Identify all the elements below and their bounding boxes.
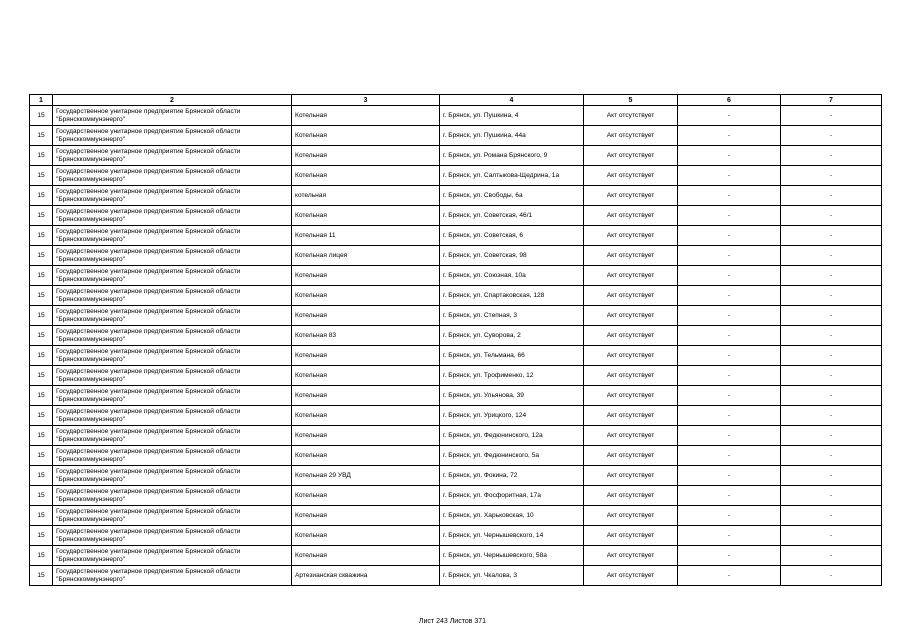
- column-7-value: -: [781, 166, 882, 186]
- act-status: Акт отсутствует: [584, 126, 678, 146]
- organization-name: Государственное унитарное предприятие Брянской области "Брянсккоммунэнерго": [53, 566, 292, 586]
- act-status: Акт отсутствует: [584, 286, 678, 306]
- column-7-value: -: [781, 346, 882, 366]
- row-number: 15: [30, 406, 53, 426]
- row-number: 15: [30, 166, 53, 186]
- column-6-value: -: [678, 446, 781, 466]
- act-status: Акт отсутствует: [584, 186, 678, 206]
- act-status: Акт отсутствует: [584, 386, 678, 406]
- column-6-value: -: [678, 526, 781, 546]
- header-row: [30, 95, 882, 106]
- object-name: Котельная: [292, 126, 440, 146]
- organization-name: Государственное унитарное предприятие Брянской области "Брянсккоммунэнерго": [53, 186, 292, 206]
- object-name: Котельная: [292, 506, 440, 526]
- registry-table: [29, 94, 882, 586]
- act-status: Акт отсутствует: [584, 326, 678, 346]
- column-6-value: -: [678, 246, 781, 266]
- act-status: Акт отсутствует: [584, 566, 678, 586]
- column-6-value: -: [678, 126, 781, 146]
- act-status: Акт отсутствует: [584, 146, 678, 166]
- row-number: 15: [30, 206, 53, 226]
- column-7-value: -: [781, 506, 882, 526]
- column-header-7: 7: [781, 95, 882, 106]
- column-7-value: -: [781, 386, 882, 406]
- column-6-value: -: [678, 326, 781, 346]
- column-6-value: -: [678, 166, 781, 186]
- column-header-6: 6: [678, 95, 781, 106]
- column-6-value: -: [678, 346, 781, 366]
- column-7-value: -: [781, 286, 882, 306]
- table-row: [30, 226, 882, 246]
- object-name: Котельная: [292, 486, 440, 506]
- object-name: котельная: [292, 186, 440, 206]
- object-address: г. Брянск, ул. Федюнинского, 5а: [440, 446, 584, 466]
- act-status: Акт отсутствует: [584, 446, 678, 466]
- table-row: [30, 546, 882, 566]
- column-6-value: -: [678, 106, 781, 126]
- object-name: Котельная: [292, 386, 440, 406]
- object-address: г. Брянск, ул. Харьковская, 10: [440, 506, 584, 526]
- column-7-value: -: [781, 126, 882, 146]
- row-number: 15: [30, 466, 53, 486]
- column-6-value: -: [678, 266, 781, 286]
- table-row: [30, 566, 882, 586]
- column-header-4: 4: [440, 95, 584, 106]
- act-status: Акт отсутствует: [584, 266, 678, 286]
- row-number: 15: [30, 486, 53, 506]
- object-address: г. Брянск, ул. Салтыкова-Щедрина, 1а: [440, 166, 584, 186]
- column-7-value: -: [781, 406, 882, 426]
- row-number: 15: [30, 286, 53, 306]
- column-7-value: -: [781, 486, 882, 506]
- organization-name: Государственное унитарное предприятие Брянской области "Брянсккоммунэнерго": [53, 406, 292, 426]
- act-status: Акт отсутствует: [584, 226, 678, 246]
- object-address: г. Брянск, ул. Степная, 3: [440, 306, 584, 326]
- column-6-value: -: [678, 426, 781, 446]
- row-number: 15: [30, 366, 53, 386]
- organization-name: Государственное унитарное предприятие Брянской области "Брянсккоммунэнерго": [53, 226, 292, 246]
- object-address: г. Брянск, ул. Ульянова, 39: [440, 386, 584, 406]
- column-7-value: -: [781, 246, 882, 266]
- organization-name: Государственное унитарное предприятие Брянской области "Брянсккоммунэнерго": [53, 526, 292, 546]
- organization-name: Государственное унитарное предприятие Брянской области "Брянсккоммунэнерго": [53, 426, 292, 446]
- organization-name: Государственное унитарное предприятие Брянской области "Брянсккоммунэнерго": [53, 466, 292, 486]
- act-status: Акт отсутствует: [584, 346, 678, 366]
- act-status: Акт отсутствует: [584, 406, 678, 426]
- row-number: 15: [30, 546, 53, 566]
- organization-name: Государственное унитарное предприятие Брянской области "Брянсккоммунэнерго": [53, 546, 292, 566]
- object-name: Котельная: [292, 546, 440, 566]
- organization-name: Государственное унитарное предприятие Брянской области "Брянсккоммунэнерго": [53, 266, 292, 286]
- object-name: Артезианская скважина: [292, 566, 440, 586]
- row-number: 15: [30, 126, 53, 146]
- organization-name: Государственное унитарное предприятие Брянской области "Брянсккоммунэнерго": [53, 246, 292, 266]
- column-7-value: -: [781, 366, 882, 386]
- page-counter: Лист 243 Листов 371: [418, 618, 487, 625]
- row-number: 15: [30, 526, 53, 546]
- object-address: г. Брянск, ул. Трофименко, 12: [440, 366, 584, 386]
- column-6-value: -: [678, 486, 781, 506]
- column-6-value: -: [678, 406, 781, 426]
- column-7-value: -: [781, 206, 882, 226]
- organization-name: Государственное унитарное предприятие Брянской области "Брянсккоммунэнерго": [53, 506, 292, 526]
- object-address: г. Брянск, ул. Советская, 6: [440, 226, 584, 246]
- object-name: Котельная: [292, 346, 440, 366]
- table-row: [30, 466, 882, 486]
- row-number: 15: [30, 226, 53, 246]
- column-6-value: -: [678, 306, 781, 326]
- row-number: 15: [30, 106, 53, 126]
- row-number: 15: [30, 306, 53, 326]
- column-6-value: -: [678, 186, 781, 206]
- object-name: Котельная 11: [292, 226, 440, 246]
- row-number: 15: [30, 266, 53, 286]
- object-name: Котельная: [292, 426, 440, 446]
- table-row: [30, 346, 882, 366]
- column-7-value: -: [781, 306, 882, 326]
- act-status: Акт отсутствует: [584, 166, 678, 186]
- table-row: [30, 206, 882, 226]
- object-address: г. Брянск, ул. Федюнинского, 12а: [440, 426, 584, 446]
- table-row: [30, 186, 882, 206]
- object-address: г. Брянск, ул. Суворова, 2: [440, 326, 584, 346]
- act-status: Акт отсутствует: [584, 426, 678, 446]
- row-number: 15: [30, 186, 53, 206]
- row-number: 15: [30, 326, 53, 346]
- table-row: [30, 166, 882, 186]
- organization-name: Государственное унитарное предприятие Брянской области "Брянсккоммунэнерго": [53, 306, 292, 326]
- object-address: г. Брянск, ул. Чернышевского, 58а: [440, 546, 584, 566]
- organization-name: Государственное унитарное предприятие Брянской области "Брянсккоммунэнерго": [53, 126, 292, 146]
- column-7-value: -: [781, 466, 882, 486]
- table-row: [30, 486, 882, 506]
- act-status: Акт отсутствует: [584, 486, 678, 506]
- column-7-value: -: [781, 326, 882, 346]
- column-7-value: -: [781, 186, 882, 206]
- column-6-value: -: [678, 506, 781, 526]
- column-7-value: -: [781, 526, 882, 546]
- object-name: Котельная: [292, 166, 440, 186]
- table-row: [30, 526, 882, 546]
- row-number: 15: [30, 426, 53, 446]
- object-address: г. Брянск, ул. Пушкина, 4: [440, 106, 584, 126]
- object-name: Котельная лицея: [292, 246, 440, 266]
- column-header-3: 3: [292, 95, 440, 106]
- column-6-value: -: [678, 386, 781, 406]
- object-address: г. Брянск, ул. Союзная, 10а: [440, 266, 584, 286]
- object-name: Котельная: [292, 106, 440, 126]
- object-name: Котельная: [292, 266, 440, 286]
- organization-name: Государственное унитарное предприятие Брянской области "Брянсккоммунэнерго": [53, 486, 292, 506]
- object-address: г. Брянск, ул. Фосфоритная, 17а: [440, 486, 584, 506]
- column-6-value: -: [678, 286, 781, 306]
- organization-name: Государственное унитарное предприятие Брянской области "Брянсккоммунэнерго": [53, 106, 292, 126]
- object-name: Котельная 29 УВД: [292, 466, 440, 486]
- organization-name: Государственное унитарное предприятие Брянской области "Брянсккоммунэнерго": [53, 346, 292, 366]
- column-6-value: -: [678, 566, 781, 586]
- object-address: г. Брянск, ул. Советская, 98: [440, 246, 584, 266]
- column-header-2: 2: [53, 95, 292, 106]
- object-address: г. Брянск, ул. Советская, 46/1: [440, 206, 584, 226]
- row-number: 15: [30, 566, 53, 586]
- row-number: 15: [30, 386, 53, 406]
- table-header: [30, 95, 882, 106]
- object-name: Котельная: [292, 286, 440, 306]
- table-row: [30, 446, 882, 466]
- organization-name: Государственное унитарное предприятие Брянской области "Брянсккоммунэнерго": [53, 386, 292, 406]
- column-7-value: -: [781, 266, 882, 286]
- column-header-1: 1: [30, 95, 53, 106]
- column-6-value: -: [678, 546, 781, 566]
- act-status: Акт отсутствует: [584, 106, 678, 126]
- table-row: [30, 386, 882, 406]
- table-row: [30, 506, 882, 526]
- act-status: Акт отсутствует: [584, 526, 678, 546]
- column-7-value: -: [781, 546, 882, 566]
- object-address: г. Брянск, ул. Романа Брянского, 9: [440, 146, 584, 166]
- table-row: [30, 286, 882, 306]
- act-status: Акт отсутствует: [584, 546, 678, 566]
- object-address: г. Брянск, ул. Урицкого, 124: [440, 406, 584, 426]
- column-7-value: -: [781, 106, 882, 126]
- organization-name: Государственное унитарное предприятие Брянской области "Брянсккоммунэнерго": [53, 146, 292, 166]
- object-name: Котельная 83: [292, 326, 440, 346]
- column-6-value: -: [678, 206, 781, 226]
- column-6-value: -: [678, 226, 781, 246]
- column-7-value: -: [781, 446, 882, 466]
- organization-name: Государственное унитарное предприятие Брянской области "Брянсккоммунэнерго": [53, 166, 292, 186]
- column-7-value: -: [781, 426, 882, 446]
- table-row: [30, 306, 882, 326]
- act-status: Акт отсутствует: [584, 366, 678, 386]
- organization-name: Государственное унитарное предприятие Брянской области "Брянсккоммунэнерго": [53, 286, 292, 306]
- object-name: Котельная: [292, 306, 440, 326]
- object-name: Котельная: [292, 146, 440, 166]
- table-row: [30, 406, 882, 426]
- act-status: Акт отсутствует: [584, 246, 678, 266]
- object-name: Котельная: [292, 206, 440, 226]
- object-address: г. Брянск, ул. Спартаковская, 128: [440, 286, 584, 306]
- table-body: [30, 106, 882, 586]
- table-row: [30, 246, 882, 266]
- organization-name: Государственное унитарное предприятие Брянской области "Брянсккоммунэнерго": [53, 206, 292, 226]
- object-name: Котельная: [292, 446, 440, 466]
- act-status: Акт отсутствует: [584, 306, 678, 326]
- act-status: Акт отсутствует: [584, 506, 678, 526]
- table-row: [30, 266, 882, 286]
- act-status: Акт отсутствует: [584, 466, 678, 486]
- object-name: Котельная: [292, 366, 440, 386]
- object-name: Котельная: [292, 526, 440, 546]
- row-number: 15: [30, 246, 53, 266]
- table-row: [30, 366, 882, 386]
- table-row: [30, 106, 882, 126]
- column-6-value: -: [678, 366, 781, 386]
- object-address: г. Брянск, ул. Пушкина, 44а: [440, 126, 584, 146]
- table-row: [30, 126, 882, 146]
- column-7-value: -: [781, 226, 882, 246]
- organization-name: Государственное унитарное предприятие Брянской области "Брянсккоммунэнерго": [53, 366, 292, 386]
- column-6-value: -: [678, 146, 781, 166]
- column-6-value: -: [678, 466, 781, 486]
- act-status: Акт отсутствует: [584, 206, 678, 226]
- column-7-value: -: [781, 566, 882, 586]
- organization-name: Государственное унитарное предприятие Брянской области "Брянсккоммунэнерго": [53, 446, 292, 466]
- organization-name: Государственное унитарное предприятие Брянской области "Брянсккоммунэнерго": [53, 326, 292, 346]
- object-address: г. Брянск, ул. Фокина, 72: [440, 466, 584, 486]
- object-name: Котельная: [292, 406, 440, 426]
- table-row: [30, 146, 882, 166]
- table-row: [30, 426, 882, 446]
- row-number: 15: [30, 146, 53, 166]
- object-address: г. Брянск, ул. Тельмана, 66: [440, 346, 584, 366]
- column-header-5: 5: [584, 95, 678, 106]
- table-row: [30, 326, 882, 346]
- column-7-value: -: [781, 146, 882, 166]
- object-address: г. Брянск, ул. Чернышевского, 14: [440, 526, 584, 546]
- object-address: г. Брянск, ул. Чкалова, 3: [440, 566, 584, 586]
- row-number: 15: [30, 506, 53, 526]
- object-address: г. Брянск, ул. Свободы, 6а: [440, 186, 584, 206]
- row-number: 15: [30, 446, 53, 466]
- row-number: 15: [30, 346, 53, 366]
